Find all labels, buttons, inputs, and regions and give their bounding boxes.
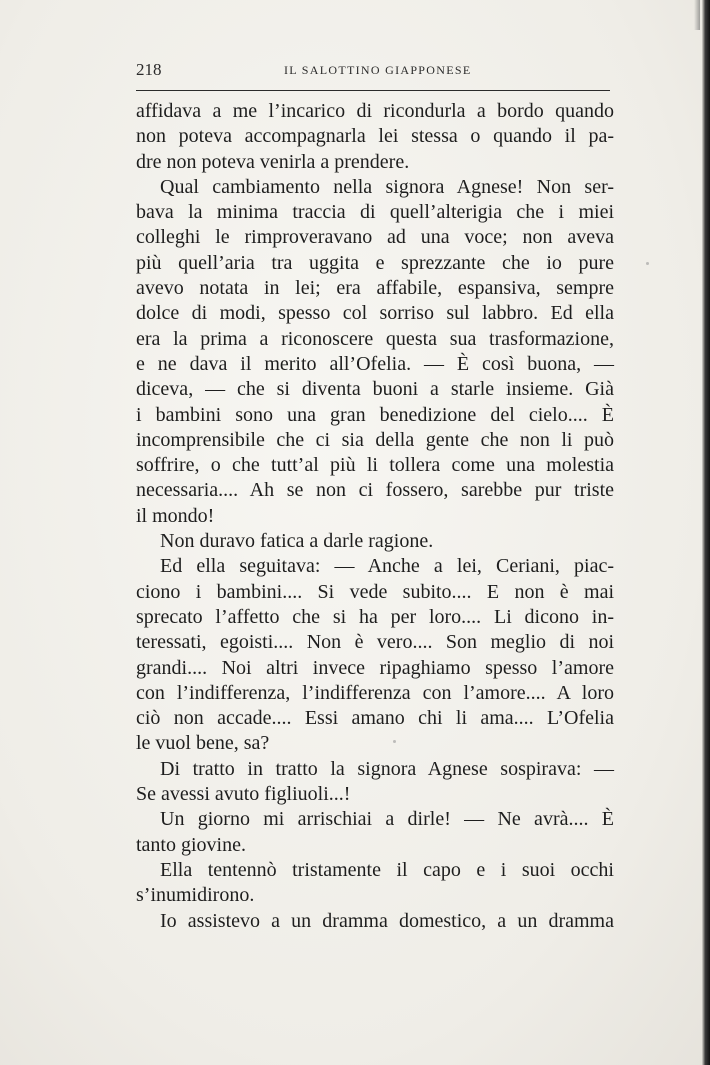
text-line: colleghi le rimproveravano ad una voce; non aveva bbox=[136, 226, 614, 249]
text-line: s’inumidirono. bbox=[136, 884, 255, 907]
text-line: ciono i bambini.... Si vede subito.... E non è mai bbox=[136, 580, 614, 603]
paper-speck bbox=[646, 262, 649, 265]
text-line: avevo notata in lei; era affabile, espansiva, sempre bbox=[136, 277, 614, 300]
text-line: ciò non accade.... Essi amano chi li ama.... L’Ofelia bbox=[136, 707, 614, 730]
text-line: Non duravo fatica a darle ragione. bbox=[160, 530, 434, 553]
paper-speck bbox=[393, 740, 396, 743]
text-line: Di tratto in tratto la signora Agnese sospirava: — bbox=[160, 757, 614, 780]
text-line: Io assistevo a un dramma domestico, a un dramma bbox=[160, 909, 614, 932]
text-line: bava la minima traccia di quell’alterigia che i miei bbox=[136, 201, 614, 224]
text-line: le vuol bene, sa? bbox=[136, 732, 270, 755]
text-line: tanto giovine. bbox=[136, 833, 246, 856]
text-line: con l’indifferenza, l’indifferenza con l’amore.... A loro bbox=[136, 681, 614, 704]
text-line: diceva, — che si diventa buoni a starle insieme. Già bbox=[136, 378, 614, 401]
text-line: e ne dava il merito all’Ofelia. — È così buona, — bbox=[136, 352, 614, 375]
text-line: dre non poteva venirla a prendere. bbox=[136, 150, 410, 173]
text-line: necessaria.... Ah se non ci fossero, sarebbe pur triste bbox=[136, 479, 614, 502]
text-line: Ed ella seguitava: — Anche a lei, Ceriani, piac- bbox=[160, 555, 614, 578]
text-line: più quell’aria tra uggita e sprezzante che io pure bbox=[136, 251, 614, 274]
text-line: grandi.... Noi altri invece ripaghiamo spesso l’amore bbox=[136, 656, 614, 679]
header-rule bbox=[136, 90, 610, 91]
page-number: 218 bbox=[136, 60, 162, 79]
page-header bbox=[136, 58, 610, 82]
text-line: Un giorno mi arrischiai a dirle! — Ne avrà.... È bbox=[160, 808, 614, 831]
running-title: IL SALOTTINO GIAPPONESE bbox=[284, 63, 472, 77]
text-line: sprecato l’affetto che si ha per loro.... Li dicono in- bbox=[136, 605, 614, 628]
text-line: Qual cambiamento nella signora Agnese! Non ser- bbox=[160, 175, 614, 198]
page-edge-shadow bbox=[702, 0, 710, 1065]
page-edge-mark bbox=[694, 0, 700, 30]
text-line: era la prima a riconoscere questa sua trasformazione, bbox=[136, 327, 614, 350]
text-line: incomprensibile che ci sia della gente che non li può bbox=[136, 428, 614, 451]
text-line: dolce di modi, spesso col sorriso sul labbro. Ed ella bbox=[136, 302, 614, 325]
text-line: soffrire, o che tutt’al più li tollera come una molestia bbox=[136, 454, 614, 477]
text-line: affidava a me l’incarico di ricondurla a bordo quando bbox=[136, 100, 614, 122]
body-text bbox=[136, 99, 614, 934]
text-line: Ella tentennò tristamente il capo e i suoi occhi bbox=[160, 858, 614, 881]
text-line: teressati, egoisti.... Non è vero.... Son meglio di noi bbox=[136, 631, 614, 654]
text-line: non poteva accompagnarla lei stessa o quando il pa- bbox=[136, 125, 614, 148]
text-line: il mondo! bbox=[136, 504, 215, 527]
text-line: i bambini sono una gran benedizione del cielo.... È bbox=[136, 403, 614, 426]
text-line: Se avessi avuto figliuoli...! bbox=[136, 783, 351, 806]
